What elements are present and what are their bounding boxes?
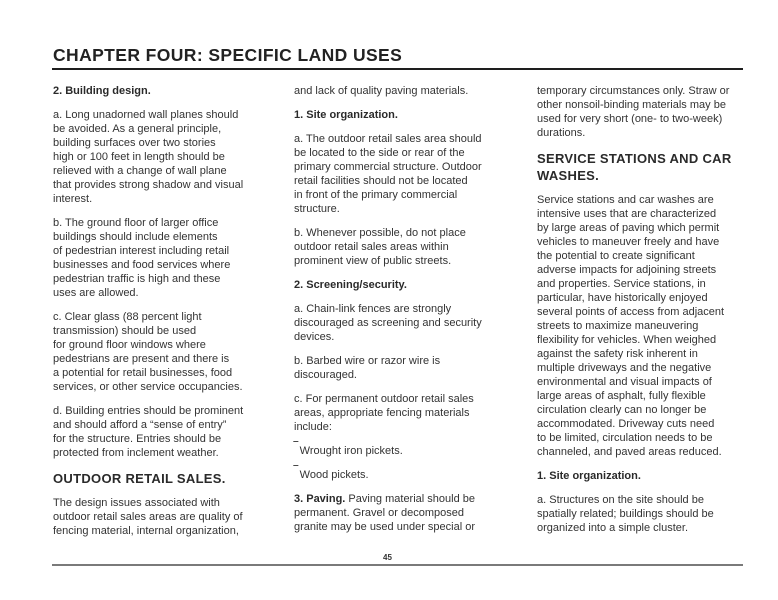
page-number: 45 bbox=[383, 553, 392, 562]
building-design-heading: 2. Building design. bbox=[53, 85, 151, 97]
header-divider bbox=[52, 68, 743, 70]
screening-para-c: c. For permanent outdoor retail sales areas, appropriate fencing materials include: bbox=[294, 393, 474, 433]
screening-para-a: a. Chain-link fences are strongly discouraged as screening and security devices. bbox=[294, 303, 482, 343]
chapter-title: CHAPTER FOUR: SPECIFIC LAND USES bbox=[53, 45, 403, 65]
footer-divider bbox=[52, 564, 743, 566]
site-organization-para-a: a. The outdoor retail sales area should be located to the side or rear of the primary commercial structure. Outdoor retail facilities should not be located in front of the primary commercial structure. bbox=[294, 133, 482, 215]
fencing-list-item bbox=[294, 441, 516, 458]
column-2 bbox=[294, 84, 516, 544]
screening-security-heading: 2. Screening/security. bbox=[294, 279, 407, 291]
outdoor-retail-sales-title: OUTDOOR RETAIL SALES. bbox=[53, 471, 226, 486]
site-organization-heading: 1. Site organization. bbox=[294, 109, 398, 121]
building-design-para-a: a. Long unadorned wall planes should be avoided. As a general principle, building surfaces over two stories high or 100 feet in length should be relieved with a change of wall plane that provides strong shadow and visual interest. bbox=[53, 109, 244, 205]
building-design-para-b: b. The ground floor of larger office buildings should include elements of pedestrian interest including retail businesses and food services where pedestrian traffic is high and these uses are allowed. bbox=[53, 217, 231, 299]
paving-continued: temporary circumstances only. Straw or other nonsoil-binding materials may be used for very short (one- to two-week) durations. bbox=[537, 85, 730, 139]
service-site-organization-heading: 1. Site organization. bbox=[537, 470, 641, 482]
service-stations-title: SERVICE STATIONS AND CAR WASHES. bbox=[537, 151, 732, 183]
dash-bullet-icon: ‾ bbox=[294, 465, 298, 477]
dash-bullet-icon: ‾ bbox=[294, 441, 298, 453]
fencing-item-label: Wrought iron pickets. bbox=[299, 445, 403, 457]
column-1 bbox=[53, 84, 275, 548]
column-3 bbox=[537, 84, 759, 545]
paving-paragraph bbox=[294, 492, 516, 534]
service-site-organization-para-a: a. Structures on the site should be spatially related; buildings should be organized into a simple cluster. bbox=[537, 494, 714, 534]
outdoor-retail-intro-continued: and lack of quality paving materials. bbox=[294, 85, 469, 97]
building-design-para-d: d. Building entries should be prominent and should afford a “sense of entry” for the structure. Entries should be protected from inclement weather. bbox=[53, 405, 244, 459]
outdoor-retail-intro: The design issues associated with outdoor retail sales areas are quality of fencing material, internal organization, bbox=[53, 497, 243, 537]
site-organization-para-b: b. Whenever possible, do not place outdoor retail sales areas within prominent view of public streets. bbox=[294, 227, 466, 267]
paving-text: Paving material should be permanent. Gravel or decomposed granite may be used under special or bbox=[294, 493, 475, 533]
building-design-para-c: c. Clear glass (88 percent light transmission) should be used for ground floor windows where pedestrians are present and there is a potential for retail businesses, food services, or other service occupancies. bbox=[53, 311, 243, 393]
fencing-list-item bbox=[294, 465, 516, 482]
fencing-item-label: Wood pickets. bbox=[299, 469, 369, 481]
service-stations-intro: Service stations and car washes are intensive uses that are characterized by large areas of paving which permit vehicles to maneuver freely and have the potential to create significant adverse impacts for adjoining streets and properties. Service stations, in particular, have historically enjoyed several points of access from adjacent streets to maximize maneuvering flexibility for vehicles. When weighed against the safety risk inherent in multiple driveways and the negative environmental and visual impacts of large areas of asphalt, fully flexible circulation clearly can no longer be accommodated. Driveway cuts need to be limited, circulation needs to be channeled, and paved areas reduced. bbox=[537, 194, 725, 458]
screening-para-b: b. Barbed wire or razor wire is discouraged. bbox=[294, 355, 441, 381]
paving-heading: 3. Paving. bbox=[294, 493, 346, 505]
